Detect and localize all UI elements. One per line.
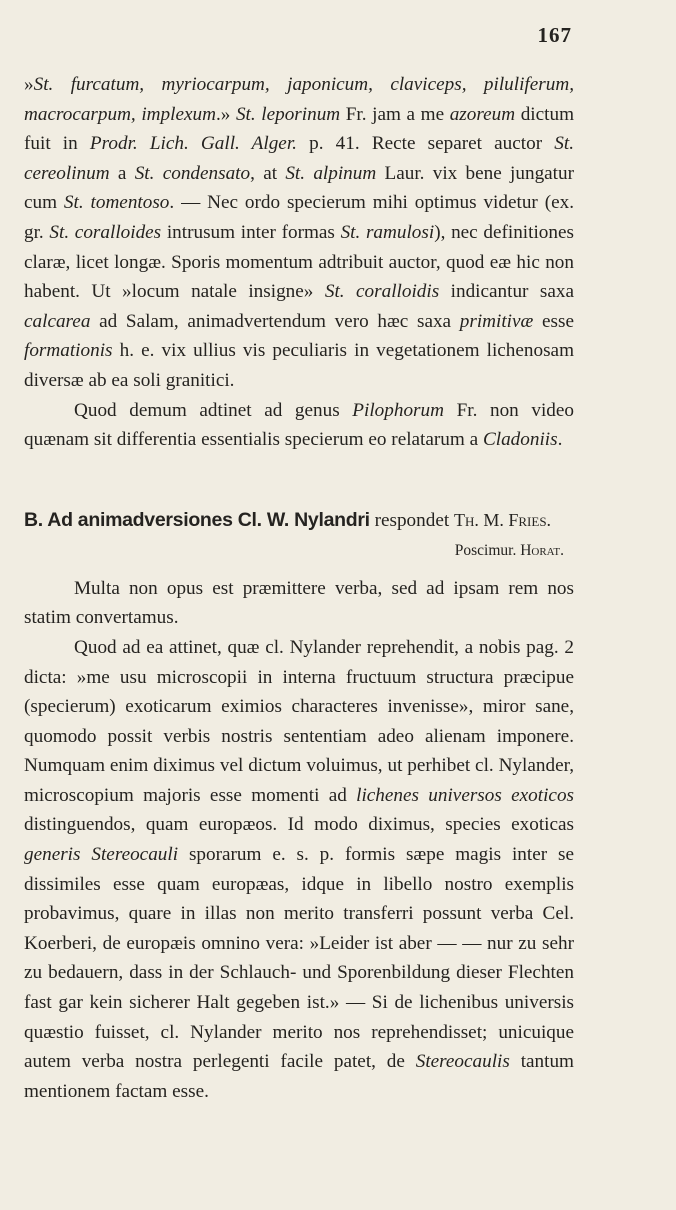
motto-text: Poscimur. bbox=[454, 541, 521, 559]
text-run: intrusum inter formas bbox=[161, 221, 341, 243]
paragraph bbox=[24, 396, 574, 455]
italic-run: St. condensato bbox=[134, 162, 251, 184]
text-run: Quod demum adtinet ad genus bbox=[74, 399, 353, 421]
text-run: Multa non opus est præmittere verba, sed ad ipsam rem nos statim convertamus. bbox=[24, 577, 574, 629]
text-run: a bbox=[109, 162, 135, 184]
italic-run: St. cereolinum bbox=[24, 133, 574, 184]
text-run: sporarum e. s. p. formis sæpe magis inter se dissimiles esse quam europæas, idque in libello nostro exemplis probavimus, quare in illas non merito transferri possunt verba Cel. Koerberi, de europæis omnino vera: »Leider ist aber — — nur zu sehr zu bedauern, dass in der Schlauch- und Sporenbildung dieser Flechten fast gar kein sicherer Halt gegeben ist.» — Si de lichenibus universis quæstio fuisset, cl. Nylander merito nos reprehendisset; unicuique autem verba nostra perlegenti facile patet, de bbox=[24, 844, 574, 1073]
italic-run: St. tomentoso bbox=[63, 192, 170, 214]
text-run: Laur. vix bene jungatur cum bbox=[24, 162, 574, 214]
paragraph bbox=[24, 70, 574, 396]
text-run: esse bbox=[533, 310, 574, 332]
text-run: , at bbox=[250, 162, 286, 184]
italic-run: Prodr. Lich. Gall. Alger. bbox=[89, 133, 297, 155]
motto-author: Horat. bbox=[520, 541, 564, 559]
italic-run: lichenes universos exoticos bbox=[356, 784, 574, 806]
italic-run: primitivæ bbox=[459, 310, 534, 332]
text-run: indicantur saxa bbox=[439, 281, 575, 303]
italic-run: calcarea bbox=[24, 310, 91, 332]
italic-run: Pilophorum bbox=[352, 399, 444, 421]
text-run: Fr. non video quænam sit differentia essentialis specierum eo relatarum a bbox=[24, 399, 574, 451]
text-run: tantum mentionem factam esse. bbox=[24, 1051, 574, 1102]
text-run: . bbox=[557, 429, 563, 451]
paragraph bbox=[24, 633, 574, 1107]
text-run: » bbox=[24, 74, 34, 95]
italic-run: Stereocaulis bbox=[415, 1051, 510, 1073]
section-heading-verb: respondet bbox=[369, 509, 454, 531]
paragraph bbox=[24, 574, 574, 633]
section-heading-author: Th. M. Fries. bbox=[453, 509, 552, 530]
book-page bbox=[24, 14, 574, 1106]
section-heading-label: B. Ad animadversiones Cl. W. Nylandri bbox=[24, 508, 370, 531]
italic-run: azoreum bbox=[449, 103, 516, 125]
text-run: p. 41. Recte separet auctor bbox=[296, 133, 555, 155]
italic-run: St. alpinum bbox=[285, 162, 377, 184]
italic-run: St. coralloides bbox=[49, 221, 162, 243]
italic-run: Cladoniis bbox=[482, 429, 558, 451]
text-run: distinguendos, quam europæos. Id modo diximus, species exoticas bbox=[24, 814, 574, 836]
motto bbox=[24, 538, 564, 564]
italic-run: formationis bbox=[24, 340, 113, 362]
italic-run: generis Stereocauli bbox=[24, 844, 179, 866]
text-run: h. e. vix ullius vis peculiaris in vegetationem lichenosam diversæ ab ea soli granitici. bbox=[24, 340, 574, 391]
section-heading bbox=[24, 505, 574, 536]
page-number: 167 bbox=[537, 23, 572, 47]
text-run: Quod ad ea attinet, quæ cl. Nylander reprehendit, a nobis pag. 2 dicta: »me usu microscopii in interna fructuum structura præcipue (specierum) exoticarum eximios characteres invenisse», miror sane, quomodo possit verbis nostris sententiam adeo alienam imponere. Numquam enim diximus vel dictum voluimus, ut perhibet cl. Nylander, microscopium majoris esse momenti ad bbox=[24, 636, 574, 806]
italic-run: St. coralloidis bbox=[324, 281, 440, 303]
italic-run: St. furcatum, myriocarpum, japonicum, claviceps, piluliferum, macrocarpum, implexum bbox=[24, 74, 574, 125]
italic-run: St. ramulosi bbox=[340, 221, 435, 243]
text-run: .» bbox=[215, 103, 236, 125]
bottom-text-block bbox=[24, 574, 574, 1107]
text-run: dictum fuit in bbox=[24, 103, 574, 155]
text-run: . — Nec ordo specierum mihi optimus videtur (ex. gr. bbox=[24, 192, 574, 243]
text-run: Fr. jam a me bbox=[340, 103, 450, 125]
text-run: ad Salam, animadvertendum vero hæc saxa bbox=[90, 310, 460, 332]
top-text-block bbox=[24, 70, 574, 455]
italic-run: St. leporinum bbox=[235, 103, 341, 125]
text-run: ), nec definitiones claræ, licet longæ. Sporis momentum adtribuit auctor, quod eæ hic non habent. Ut »locum natale insigne» bbox=[24, 221, 574, 303]
